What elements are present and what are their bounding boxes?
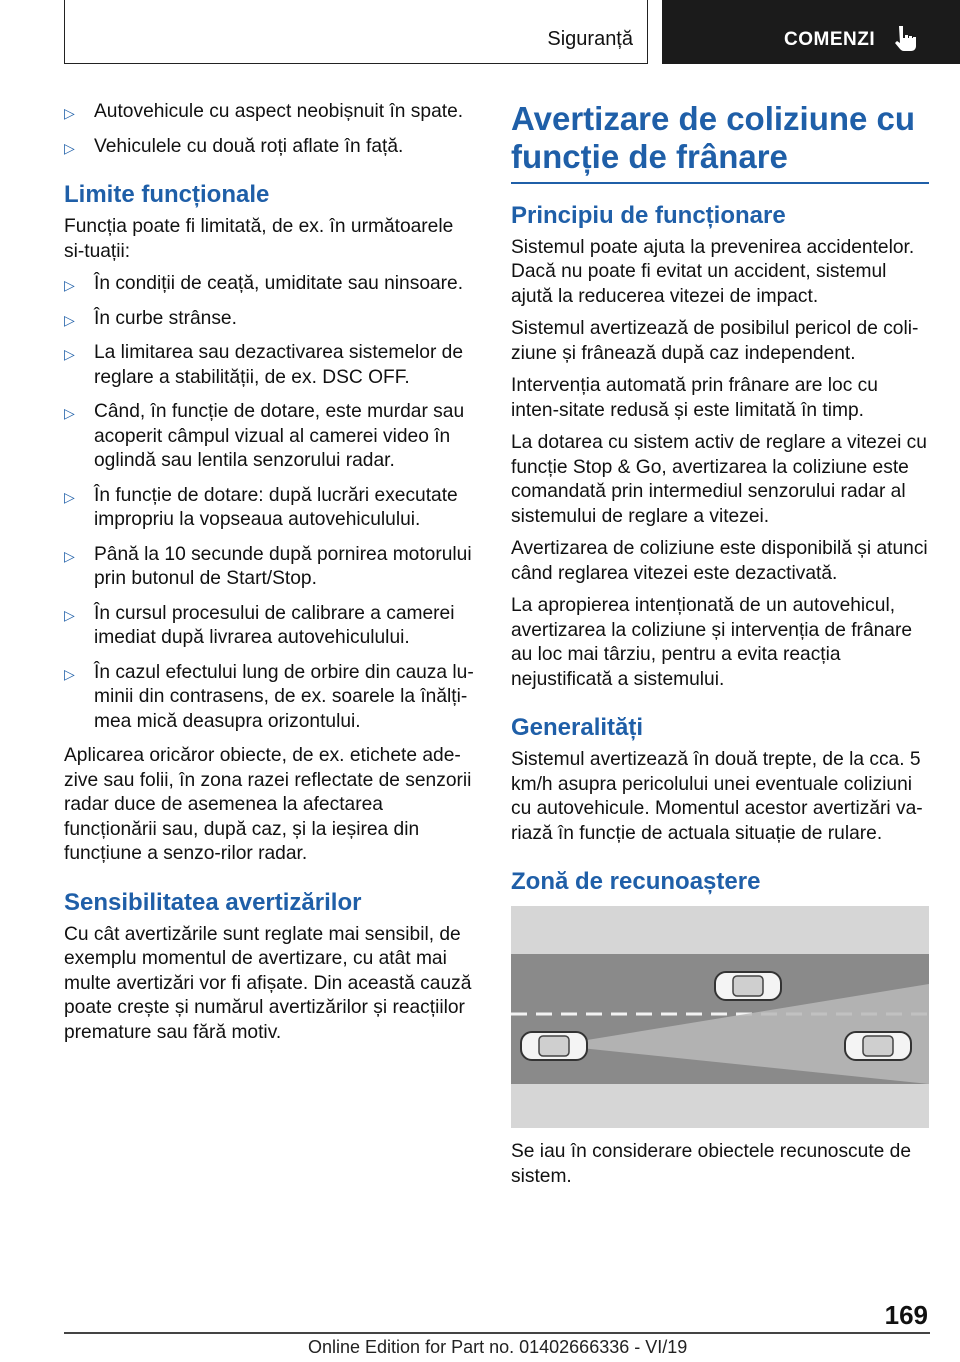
paragraph: Intervenția automată prin frânare are loc cu inten‐sitate redusă și este limitată în timp. xyxy=(511,375,878,421)
road-diagram xyxy=(511,906,929,1128)
triangle-bullet-icon: ▷ xyxy=(64,346,75,362)
list-item: ▷ Când, în funcție de dotare, este murdar sau acoperit câmpul vizual al camerei video în oglindă sau lentila senzorului radar. xyxy=(64,401,465,471)
triangle-bullet-icon: ▷ xyxy=(64,277,75,293)
triangle-bullet-icon: ▷ xyxy=(64,606,75,623)
title-divider xyxy=(511,182,929,184)
paragraph: Sistemul poate ajuta la prevenirea accidentelor. Dacă nu poate fi evitat un accident, sistemul ajută la reducerea vitezei de impact. xyxy=(511,236,915,307)
list-item: ▷ Autovehicule cu aspect neobișnuit în spate. xyxy=(64,100,476,125)
list-item: ▷ Până la 10 secunde după pornirea motorului prin butonul de Start/Stop. xyxy=(64,543,472,589)
header-section-tab[interactable] xyxy=(64,0,648,64)
car-icon xyxy=(715,972,781,1000)
triangle-bullet-icon: ▷ xyxy=(64,488,75,505)
car-icon xyxy=(845,1032,911,1060)
hand-pointer-icon xyxy=(893,24,919,52)
page-title: Avertizare de coliziune cu funcție de frânare xyxy=(511,100,916,175)
footer-divider xyxy=(64,1332,930,1334)
illustration-caption: Se iau în considerare obiectele recunoscute de sistem. xyxy=(511,1141,911,1187)
triangle-bullet-icon: ▷ xyxy=(64,311,75,328)
zone-heading: Zonă de recunoaștere xyxy=(511,868,761,895)
list-item: ▷ Vehiculele cu două roți aflate în față. xyxy=(64,135,476,160)
list-item: ▷ În curbe strânse. xyxy=(64,307,476,332)
paragraph: Sistemul avertizează de posibilul pericol de coli‐ziune și frânează după caz independent. xyxy=(511,318,919,364)
page-number: 169 xyxy=(884,1300,928,1330)
list-item: ▷ În funcție de dotare: după lucrări executate impropriu la vopseaua autovehiculului. xyxy=(64,484,458,530)
general-heading: Generalități xyxy=(511,714,644,741)
triangle-bullet-icon: ▷ xyxy=(64,405,75,421)
detection-zone-illustration xyxy=(511,906,929,1128)
triangle-bullet-icon: ▷ xyxy=(64,139,75,156)
paragraph: La apropierea intenționată de un autovehicul, avertizarea la coliziune și intervenția de frânare au loc mai târziu, pentru a evita reacția nejustificată a sistemului. xyxy=(511,595,913,690)
paragraph: Avertizarea de coliziune este disponibilă și atunci când reglarea vitezei este dezactivată. xyxy=(511,538,928,584)
principle-heading: Principiu de funcționare xyxy=(511,201,786,229)
left-column xyxy=(64,100,476,1053)
right-column xyxy=(511,100,929,1197)
limits-paragraph: Aplicarea oricăror obiecte, de ex. etichete ade‐zive sau folii, în zona razei reflectate de senzorii radar duce de asemenea la afectarea funcționării sau, după caz, și la ieșirea din funcțiune a senzo‐rilor radar. xyxy=(64,745,472,864)
limits-intro: Funcția poate fi limitată, de ex. în următoarele si‐tuații: xyxy=(64,216,454,262)
list-item: ▷ În condiții de ceață, umiditate sau ninsoare. xyxy=(64,272,476,297)
sensitivity-heading: Sensibilitatea avertizărilor xyxy=(64,888,362,916)
paragraph: La dotarea cu sistem activ de reglare a vitezei cu funcție Stop & Go, avertizarea la coliziune este comandată prin intermediul senzorului radar al sistemului de reglare a vitezei. xyxy=(511,432,927,527)
list-item: ▷ La limitarea sau dezactivarea sistemelor de reglare a stabilității, de ex. DSC OFF. xyxy=(64,342,464,388)
list-item: ▷ În cursul procesului de calibrare a camerei imediat după livrarea autovehiculului. xyxy=(64,602,455,648)
list-item: ▷ În cazul efectului lung de orbire din cauza lu‐minii din contrasens, de ex. soarele la înălți‐mea mică deasupra orizontului. xyxy=(64,661,474,732)
header-section-label: Siguranță xyxy=(547,28,633,50)
header-chapter-label: COMENZI xyxy=(784,29,876,50)
footer-edition: Online Edition for Part no. 01402666336 - VI/19 xyxy=(308,1337,688,1357)
car-icon xyxy=(521,1032,587,1060)
triangle-bullet-icon: ▷ xyxy=(64,547,75,564)
triangle-bullet-icon: ▷ xyxy=(64,665,75,682)
triangle-bullet-icon: ▷ xyxy=(64,105,75,121)
sensitivity-paragraph: Cu cât avertizările sunt reglate mai sensibil, de exemplu momentul de avertizare, cu atât mai multe avertizări vor fi afișate. Din această cauză poate crește și numărul avertizărilor și reacțiilor premature sau fără motiv. xyxy=(64,923,472,1043)
general-paragraph: Sistemul avertizează în două trepte, de la cca. 5 km/h asupra pericolului unei eventuale coliziuni cu autovehicule. Momentul acestor avertizări va‐riază în funcție de actuala situație de rulare. xyxy=(511,749,923,844)
limits-heading: Limite funcționale xyxy=(64,181,270,208)
